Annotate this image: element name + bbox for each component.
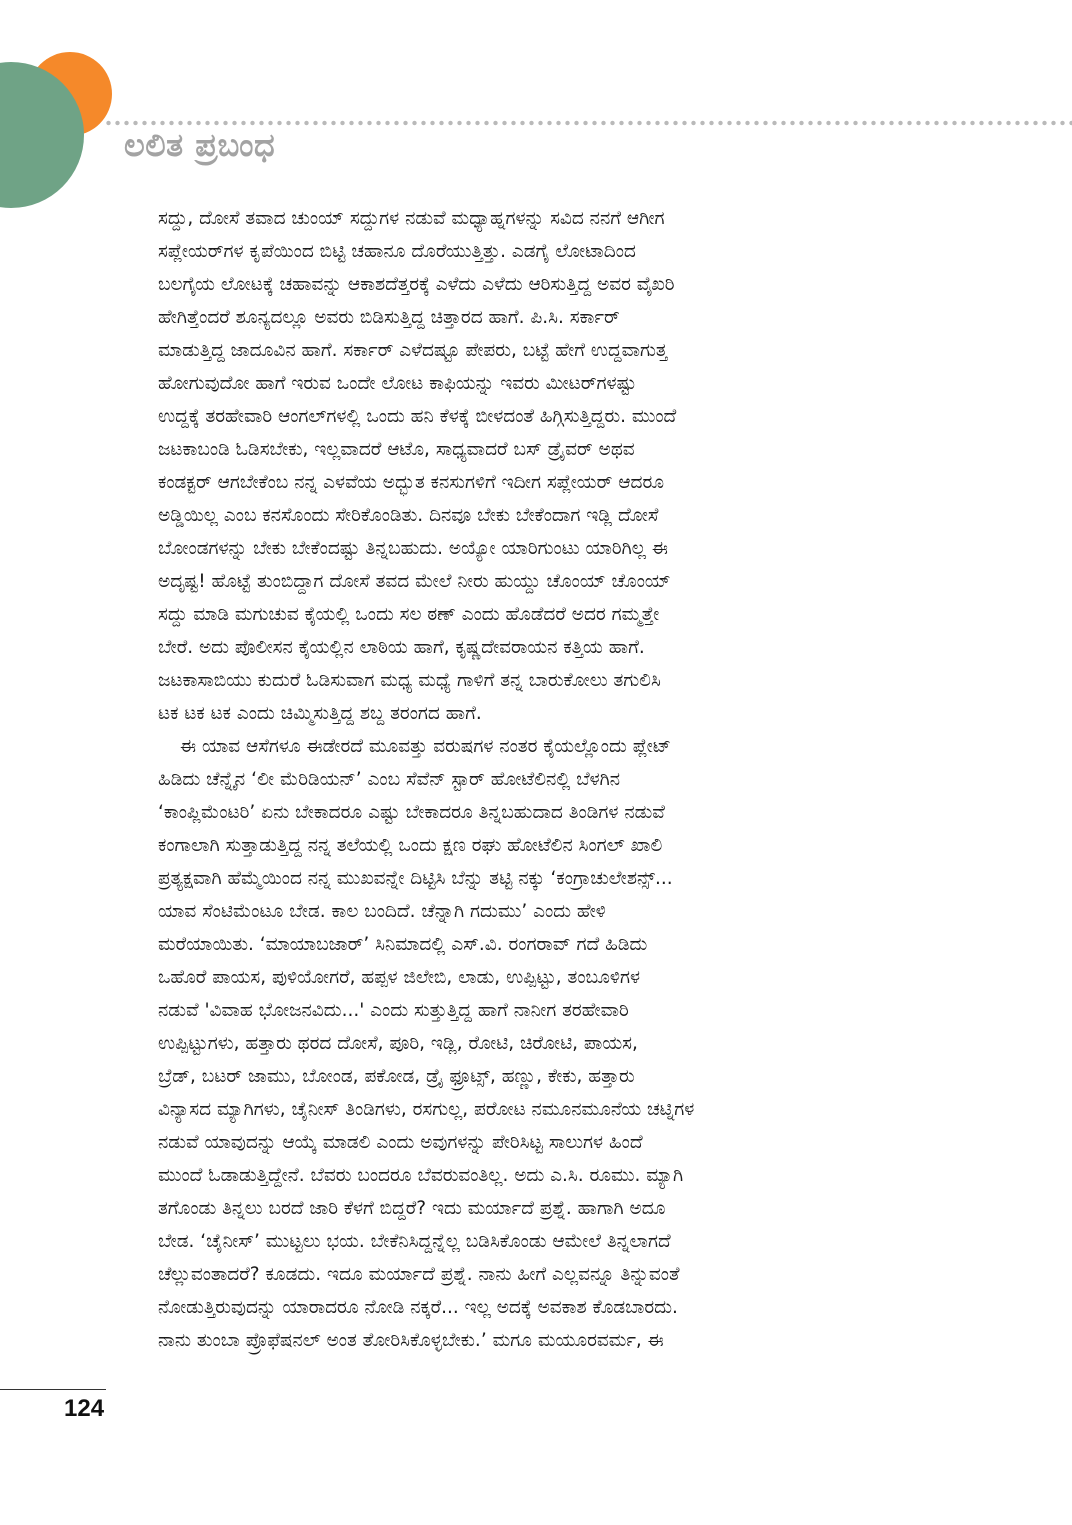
text-line: ಹಿಡಿದು ಚೆನ್ನೈನ ‘ಲೀ ಮೆರಿಡಿಯನ್’ ಎಂಬ ಸೆವೆನ್ ಸ್ಟಾರ್ ಹೋಟೆಲಿನಲ್ಲಿ ಬೆಳಗಿನ bbox=[158, 769, 621, 790]
text-line: ಮರೆಯಾಯಿತು. ‘ಮಾಯಾಬಜಾರ್’ ಸಿನಿಮಾದಲ್ಲಿ ಎಸ್.ವಿ. ರಂಗರಾವ್ ಗದೆ ಹಿಡಿದು bbox=[158, 934, 648, 955]
page-number: 124 bbox=[64, 1395, 105, 1422]
text-line: ಸದ್ದು, ದೋಸೆ ತವಾದ ಚುಂಯ್ ಸದ್ದುಗಳ ನಡುವೆ ಮಧ್ಯಾಹ್ನಗಳನ್ನು ಸವಿದ ನನಗೆ ಆಗೀಗ bbox=[158, 208, 665, 229]
section-title: ಲಲಿತ ಪ್ರಬಂಧ bbox=[124, 126, 276, 164]
text-line: ಕಂಗಾಲಾಗಿ ಸುತ್ತಾಡುತ್ತಿದ್ದ ನನ್ನ ತಲೆಯಲ್ಲಿ ಒಂದು ಕ್ಷಣ ರಘು ಹೋಟೆಲಿನ ಸಿಂಗಲ್ ಖಾಲಿ bbox=[158, 835, 663, 856]
text-line: ಮಾಡುತ್ತಿದ್ದ ಜಾದೂವಿನ ಹಾಗೆ. ಸರ್ಕಾರ್ ಎಳೆದಷ್ಟೂ ಪೇಪರು, ಬಟ್ಟೆ ಹೇಗೆ ಉದ್ದವಾಗುತ್ತ bbox=[158, 340, 668, 361]
text-line: ಕಂಡಕ್ಟರ್ ಆಗಬೇಕೆಂಬ ನನ್ನ ಎಳವೆಯ ಅದ್ಭುತ ಕನಸುಗಳಿಗೆ ಇದೀಗ ಸಪ್ಲೇಯರ್ ಆದರೂ bbox=[158, 472, 665, 493]
text-line: ಬೇಡ. ‘ಚೈನೀಸ್’ ಮುಟ್ಟಲು ಭಯ. ಬೇಕೆನಿಸಿದ್ದನ್ನೆಲ್ಲ ಬಡಿಸಿಕೊಂಡು ಆಮೇಲೆ ತಿನ್ನಲಾಗದೆ bbox=[158, 1231, 671, 1252]
paragraph-start-line: ಈ ಯಾವ ಆಸೆಗಳೂ ಈಡೇರದೆ ಮೂವತ್ತು ವರುಷಗಳ ನಂತರ ಕೈಯಲ್ಲೊಂದು ಪ್ಲೇಟ್ bbox=[180, 736, 671, 757]
text-line: ನೋಡುತ್ತಿರುವುದನ್ನು ಯಾರಾದರೂ ನೋಡಿ ನಕ್ಕರೆ... ಇಲ್ಲ ಅದಕ್ಕೆ ಅವಕಾಶ ಕೊಡಬಾರದು. bbox=[158, 1297, 678, 1318]
text-line: ನಡುವೆ ಯಾವುದನ್ನು ಆಯ್ಕೆ ಮಾಡಲಿ ಎಂದು ಅವುಗಳನ್ನು ಪೇರಿಸಿಟ್ಟ ಸಾಲುಗಳ ಹಿಂದೆ bbox=[158, 1132, 643, 1153]
text-line: ಉದ್ದಕ್ಕೆ ತರಹೇವಾರಿ ಆಂಗಲ್‌ಗಳಲ್ಲಿ ಒಂದು ಹನಿ ಕೆಳಕ್ಕೆ ಬೀಳದಂತೆ ಹಿಗ್ಗಿಸುತ್ತಿದ್ದರು. ಮುಂದೆ bbox=[158, 406, 677, 427]
text-line: ಬೋಂಡಗಳನ್ನು ಬೇಕು ಬೇಕೆಂದಷ್ಟು ತಿನ್ನಬಹುದು. ಅಯ್ಯೋ ಯಾರಿಗುಂಟು ಯಾರಿಗಿಲ್ಲ ಈ bbox=[158, 538, 668, 559]
text-line: ಮುಂದೆ ಓಡಾಡುತ್ತಿದ್ದೇನೆ. ಬೆವರು ಬಂದರೂ ಬೆವರುವಂತಿಲ್ಲ. ಅದು ಎ.ಸಿ. ರೂಮು. ಮ್ಯಾಗಿ bbox=[158, 1165, 684, 1186]
text-line: ಬ್ರೆಡ್, ಬಟರ್ ಜಾಮು, ಬೋಂಡ, ಪಕೋಡ, ಡ್ರೈ ಫ್ರೂಟ್ಸ್, ಹಣ್ಣು, ಕೇಕು, ಹತ್ತಾರು bbox=[158, 1066, 635, 1087]
text-line: ಒಹೊರೆ ಪಾಯಸ, ಪುಳಿಯೋಗರೆ, ಹಪ್ಪಳ ಜಿಲೇಬಿ, ಲಾಡು, ಉಪ್ಪಿಟ್ಟು, ತಂಬೂಳಿಗಳ bbox=[158, 967, 641, 988]
text-line: ಬಲಗೈಯ ಲೋಟಕ್ಕೆ ಚಹಾವನ್ನು ಆಕಾಶದೆತ್ತರಕ್ಕೆ ಎಳೆದು ಎಳೆದು ಆರಿಸುತ್ತಿದ್ದ ಅವರ ವೈಖರಿ bbox=[158, 274, 675, 295]
text-line: ಟಕ ಟಕ ಟಕ ಎಂದು ಚಿಮ್ಮಿಸುತ್ತಿದ್ದ ಶಬ್ದ ತರಂಗದ ಹಾಗೆ. bbox=[158, 703, 482, 724]
text-line: ಯಾವ ಸೆಂಟಿಮೆಂಟೂ ಬೇಡ. ಕಾಲ ಬಂದಿದೆ. ಚೆನ್ನಾಗಿ ಗದುಮು’ ಎಂದು ಹೇಳಿ bbox=[158, 901, 606, 922]
text-line: ಚೆಲ್ಲುವಂತಾದರೆ? ಕೂಡದು. ಇದೂ ಮರ್ಯಾದೆ ಪ್ರಶ್ನೆ. ನಾನು ಹೀಗೆ ಎಲ್ಲವನ್ನೂ ತಿನ್ನುವಂತೆ bbox=[158, 1264, 680, 1285]
text-line: ತಗೊಂಡು ತಿನ್ನಲು ಬರದೆ ಜಾರಿ ಕೆಳಗೆ ಬಿದ್ದರೆ? ಇದು ಮರ್ಯಾದೆ ಪ್ರಶ್ನೆ. ಹಾಗಾಗಿ ಅದೂ bbox=[158, 1198, 666, 1219]
text-line: ಪ್ರತ್ಯಕ್ಷವಾಗಿ ಹೆಮ್ಮೆಯಿಂದ ನನ್ನ ಮುಖವನ್ನೇ ದಿಟ್ಟಿಸಿ ಬೆನ್ನು ತಟ್ಟಿ ನಕ್ಕು ‘ಕಂಗ್ರಾಚುಲೇಶನ್ಸ್... bbox=[158, 868, 673, 889]
body-text bbox=[158, 202, 910, 1357]
text-line: ನಾನು ತುಂಬಾ ಪ್ರೊಫೆಷನಲ್ ಅಂತ ತೋರಿಸಿಕೊಳ್ಳಬೇಕು.’ ಮಗೂ ಮಯೂರವರ್ಮ, ಈ bbox=[158, 1330, 664, 1351]
page-number-rule bbox=[0, 1389, 106, 1390]
text-line: ‘ಕಾಂಪ್ಲಿಮೆಂಟರಿ’ ಏನು ಬೇಕಾದರೂ ಎಷ್ಟು ಬೇಕಾದರೂ ತಿನ್ನಬಹುದಾದ ತಿಂಡಿಗಳ ನಡುವೆ bbox=[158, 802, 665, 823]
text-line: ಹೋಗುವುದೋ ಹಾಗೆ ಇರುವ ಒಂದೇ ಲೋಟ ಕಾಫಿಯನ್ನು ಇವರು ಮೀಟರ್‌ಗಳಷ್ಟು bbox=[158, 373, 637, 394]
text-line: ಸದ್ದು ಮಾಡಿ ಮಗುಚುವ ಕೈಯಲ್ಲಿ ಒಂದು ಸಲ ಠಣ್ ಎಂದು ಹೊಡೆದರೆ ಅದರ ಗಮ್ಮತ್ತೇ bbox=[158, 604, 660, 625]
text-line: ಸಪ್ಲೇಯರ್‌ಗಳ ಕೃಪೆಯಿಂದ ಬಿಟ್ಟಿ ಚಹಾನೂ ದೊರೆಯುತ್ತಿತ್ತು. ಎಡಗೈ ಲೋಟಾದಿಂದ bbox=[158, 241, 636, 262]
text-line: ಬೇರೆ. ಅದು ಪೊಲೀಸನ ಕೈಯಲ್ಲಿನ ಲಾಠಿಯ ಹಾಗೆ, ಕೃಷ್ಣದೇವರಾಯನ ಕತ್ತಿಯ ಹಾಗೆ. bbox=[158, 637, 645, 658]
text-line: ಜಟಕಾಸಾಬಿಯು ಕುದುರೆ ಓಡಿಸುವಾಗ ಮಧ್ಯ ಮಧ್ಯೆ ಗಾಳಿಗೆ ತನ್ನ ಬಾರುಕೋಲು ತಗುಲಿಸಿ bbox=[158, 670, 661, 691]
text-line: ಉಪ್ಪಿಟ್ಟುಗಳು, ಹತ್ತಾರು ಥರದ ದೋಸೆ, ಪೂರಿ, ಇಡ್ಲಿ, ರೋಟಿ, ಚಿರೋಟಿ, ಪಾಯಸ, bbox=[158, 1033, 638, 1054]
text-line: ಜಟಕಾಬಂಡಿ ಓಡಿಸಬೇಕು, ಇಲ್ಲವಾದರೆ ಆಟೊ, ಸಾಧ್ಯವಾದರೆ ಬಸ್ ಡ್ರೈವರ್ ಅಥವ bbox=[158, 439, 635, 460]
text-line: ವಿನ್ಯಾಸದ ಮ್ಯಾಗಿಗಳು, ಚೈನೀಸ್ ತಿಂಡಿಗಳು, ರಸಗುಲ್ಲ, ಪರೋಟ ನಮೂನಮೂನೆಯ ಚಟ್ನಿಗಳ bbox=[158, 1099, 695, 1120]
text-line: ಹೇಗಿತ್ತೆಂದರೆ ಶೂನ್ಯದಲ್ಲೂ ಅವರು ಬಿಡಿಸುತ್ತಿದ್ದ ಚಿತ್ತಾರದ ಹಾಗೆ. ಪಿ.ಸಿ. ಸರ್ಕಾರ್ bbox=[158, 307, 620, 328]
text-line: ಅಡ್ಡಿಯಿಲ್ಲ ಎಂಬ ಕನಸೊಂದು ಸೇರಿಕೊಂಡಿತು. ದಿನವೂ ಬೇಕು ಬೇಕೆಂದಾಗ ಇಡ್ಲಿ ದೋಸೆ bbox=[158, 505, 659, 526]
text-line: ನಡುವೆ 'ವಿವಾಹ ಭೋಜನವಿದು...' ಎಂದು ಸುತ್ತುತ್ತಿದ್ದ ಹಾಗೆ ನಾನೀಗ ತರಹೇವಾರಿ bbox=[158, 1000, 629, 1021]
text-line: ಅದೃಷ್ಟ! ಹೊಟ್ಟೆ ತುಂಬಿದ್ದಾಗ ದೋಸೆ ತವದ ಮೇಲೆ ನೀರು ಹುಯ್ದು ಚೊಂಯ್ ಚೊಂಯ್ bbox=[158, 571, 671, 592]
